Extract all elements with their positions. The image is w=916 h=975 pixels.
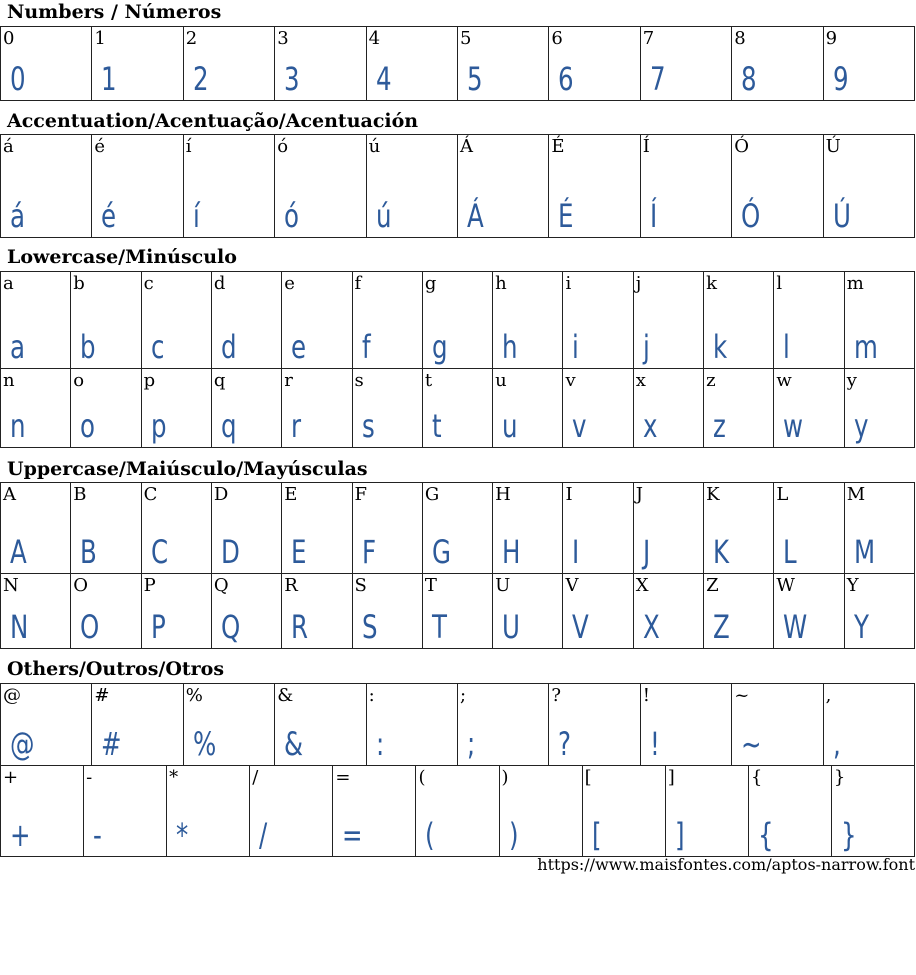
glyph-sample: c xyxy=(150,328,165,366)
glyph-cell xyxy=(1,766,84,857)
glyph-cell xyxy=(549,27,640,101)
glyph-sample: a xyxy=(10,328,25,366)
glyph-sample: W xyxy=(783,608,808,646)
glyph-cell xyxy=(367,27,458,101)
glyph-cell xyxy=(500,766,583,857)
glyph-cell xyxy=(1,135,92,238)
glyph-cell xyxy=(367,684,458,766)
glyph-label: t xyxy=(424,370,433,391)
glyph-cell xyxy=(142,369,212,448)
others-heading: Others/Outros/Otros xyxy=(7,658,225,680)
glyph-label: X xyxy=(635,575,649,596)
glyph-sample: X xyxy=(642,608,660,646)
glyph-cell xyxy=(634,272,704,369)
glyph-sample: 2 xyxy=(192,60,209,98)
glyph-sample: [ xyxy=(591,816,602,854)
glyph-label: D xyxy=(213,484,229,505)
glyph-sample: Ú xyxy=(832,197,851,235)
glyph-sample: n xyxy=(10,407,26,445)
glyph-sample: V xyxy=(572,608,590,646)
glyph-cell xyxy=(184,135,275,238)
glyph-sample: ; xyxy=(467,725,476,763)
glyph-cell xyxy=(353,272,423,369)
glyph-label: ] xyxy=(667,767,675,788)
glyph-label: l xyxy=(776,273,783,294)
glyph-sample: i xyxy=(572,328,580,366)
glyph-cell xyxy=(458,684,549,766)
glyph-sample: E xyxy=(291,533,307,571)
glyph-cell xyxy=(275,684,366,766)
glyph-label: ( xyxy=(418,767,426,788)
glyph-sample: U xyxy=(502,608,521,646)
glyph-sample: x xyxy=(642,407,658,445)
glyph-sample: o xyxy=(80,407,96,445)
glyph-label: ~ xyxy=(734,685,750,706)
glyph-sample: é xyxy=(101,197,117,235)
glyph-label: h xyxy=(495,273,507,294)
glyph-cell xyxy=(1,272,71,369)
glyph-label: j xyxy=(635,273,642,294)
glyph-cell xyxy=(212,574,282,649)
glyph-cell xyxy=(275,27,366,101)
glyph-sample: k xyxy=(713,328,728,366)
glyph-sample: I xyxy=(572,533,580,571)
glyph-label: = xyxy=(335,767,351,788)
glyph-cell xyxy=(1,684,92,766)
glyph-label: I xyxy=(565,484,573,505)
glyph-sample: ) xyxy=(508,816,519,854)
glyph-cell xyxy=(774,272,844,369)
glyph-sample: r xyxy=(291,407,302,445)
glyph-cell xyxy=(333,766,416,857)
glyph-sample: + xyxy=(10,816,31,854)
glyph-label: ; xyxy=(460,685,467,706)
glyph-label: W xyxy=(776,575,795,596)
glyph-sample: v xyxy=(572,407,587,445)
glyph-sample: m xyxy=(853,328,878,366)
glyph-sample: á xyxy=(10,197,25,235)
glyph-cell xyxy=(732,27,823,101)
glyph-label: v xyxy=(565,370,576,391)
glyph-cell xyxy=(641,684,732,766)
glyph-cell xyxy=(845,483,915,574)
glyph-sample: ! xyxy=(649,725,660,763)
glyph-cell xyxy=(142,272,212,369)
glyph-cell xyxy=(282,369,352,448)
glyph-label: i xyxy=(565,273,572,294)
glyph-sample: ? xyxy=(558,725,572,763)
glyph-cell xyxy=(824,27,915,101)
glyph-cell xyxy=(563,369,633,448)
glyph-label: % xyxy=(185,685,203,706)
glyph-label: H xyxy=(495,484,511,505)
glyph-cell xyxy=(416,766,499,857)
glyph-cell xyxy=(563,574,633,649)
glyph-sample: Ó xyxy=(741,197,761,235)
glyph-sample: 3 xyxy=(284,60,300,98)
glyph-label: Ó xyxy=(734,136,749,157)
glyph-cell xyxy=(1,483,71,574)
glyph-cell xyxy=(282,483,352,574)
glyph-sample: É xyxy=(558,197,574,235)
glyph-sample: H xyxy=(502,533,521,571)
glyph-label: n xyxy=(3,370,15,391)
glyph-label: 8 xyxy=(734,28,746,49)
glyph-label: N xyxy=(3,575,19,596)
glyph-cell xyxy=(732,135,823,238)
glyph-cell xyxy=(641,27,732,101)
glyph-label: F xyxy=(354,484,368,505)
glyph-cell xyxy=(92,27,183,101)
glyph-sample: 6 xyxy=(558,60,574,98)
glyph-cell xyxy=(704,483,774,574)
accents-heading: Accentuation/Acentuação/Acentuación xyxy=(7,110,419,132)
glyph-cell xyxy=(71,369,141,448)
glyph-cell xyxy=(493,272,563,369)
glyph-label: P xyxy=(143,575,156,596)
glyph-label: Ú xyxy=(825,136,841,157)
glyph-sample: Q xyxy=(220,608,241,646)
glyph-label: 4 xyxy=(368,28,381,49)
glyph-label: É xyxy=(551,136,565,157)
glyph-label: R xyxy=(284,575,298,596)
glyph-cell xyxy=(1,369,71,448)
glyph-sample: 8 xyxy=(741,60,757,98)
glyph-sample: N xyxy=(10,608,29,646)
lowercase-heading: Lowercase/Minúsculo xyxy=(7,246,237,268)
glyph-label: w xyxy=(776,370,792,391)
glyph-label: Á xyxy=(460,136,473,157)
glyph-label: k xyxy=(706,273,717,294)
glyph-sample: D xyxy=(220,533,240,571)
glyph-cell xyxy=(423,369,493,448)
glyph-sample: % xyxy=(192,725,217,763)
glyph-cell xyxy=(92,684,183,766)
glyph-sample: 7 xyxy=(649,60,666,98)
glyph-label: V xyxy=(565,575,579,596)
glyph-cell xyxy=(184,684,275,766)
glyph-sample: @ xyxy=(10,725,35,763)
glyph-label: G xyxy=(424,484,440,505)
lowercase-grid xyxy=(0,271,915,448)
glyph-cell xyxy=(704,574,774,649)
glyph-label: T xyxy=(424,575,437,596)
glyph-sample: F xyxy=(361,533,376,571)
glyph-sample: O xyxy=(80,608,100,646)
glyph-sample: í xyxy=(192,197,200,235)
glyph-sample: T xyxy=(431,608,447,646)
glyph-cell xyxy=(458,135,549,238)
glyph-cell xyxy=(353,574,423,649)
glyph-sample: & xyxy=(284,725,304,763)
glyph-label: [ xyxy=(584,767,592,788)
others-grid-1 xyxy=(0,683,915,766)
glyph-label: , xyxy=(825,685,832,706)
glyph-cell xyxy=(493,369,563,448)
glyph-sample: ó xyxy=(284,197,300,235)
uppercase-grid xyxy=(0,482,915,649)
glyph-cell xyxy=(563,483,633,574)
glyph-label: @ xyxy=(3,685,21,706)
glyph-label: b xyxy=(73,273,85,294)
glyph-label: Í xyxy=(642,136,650,157)
glyph-sample: z xyxy=(713,407,726,445)
glyph-cell xyxy=(458,27,549,101)
glyph-sample: ~ xyxy=(741,725,762,763)
glyph-sample: Í xyxy=(649,197,658,235)
glyph-sample: ( xyxy=(425,816,436,854)
glyph-label: 1 xyxy=(94,28,106,49)
glyph-label: * xyxy=(169,767,179,788)
glyph-cell xyxy=(71,272,141,369)
glyph-label: Q xyxy=(213,575,229,596)
numbers-grid xyxy=(0,26,915,101)
glyph-sample: : xyxy=(375,725,384,763)
glyph-cell xyxy=(282,574,352,649)
glyph-sample: f xyxy=(361,328,371,366)
glyph-label: a xyxy=(3,273,14,294)
glyph-sample: , xyxy=(832,725,841,763)
glyph-cell xyxy=(142,483,212,574)
glyph-sample: S xyxy=(361,608,378,646)
glyph-label: C xyxy=(143,484,158,505)
glyph-label: K xyxy=(706,484,720,505)
glyph-sample: 9 xyxy=(832,60,849,98)
glyph-label: : xyxy=(368,685,375,706)
glyph-sample: u xyxy=(502,407,518,445)
glyph-cell xyxy=(353,483,423,574)
glyph-sample: G xyxy=(431,533,451,571)
glyph-label: e xyxy=(284,273,295,294)
glyph-sample: P xyxy=(150,608,166,646)
glyph-label: 7 xyxy=(642,28,655,49)
glyph-sample: 4 xyxy=(375,60,392,98)
glyph-label: q xyxy=(213,370,226,391)
glyph-sample: 1 xyxy=(101,60,117,98)
glyph-sample: t xyxy=(431,407,442,445)
glyph-label: x xyxy=(635,370,646,391)
accents-grid xyxy=(0,134,915,238)
glyph-label: & xyxy=(277,685,294,706)
glyph-cell xyxy=(824,135,915,238)
glyph-cell xyxy=(167,766,250,857)
glyph-label: ú xyxy=(368,136,381,157)
glyph-cell xyxy=(71,483,141,574)
glyph-sample: K xyxy=(713,533,730,571)
glyph-sample: 5 xyxy=(467,60,483,98)
glyph-label: J xyxy=(635,484,643,505)
glyph-label: 2 xyxy=(185,28,198,49)
glyph-cell xyxy=(583,766,666,857)
glyph-label: p xyxy=(143,370,156,391)
glyph-label: o xyxy=(73,370,85,391)
glyph-label: y xyxy=(846,370,857,391)
glyph-label: Y xyxy=(846,575,859,596)
glyph-cell xyxy=(666,766,749,857)
glyph-label: B xyxy=(73,484,87,505)
glyph-sample: Y xyxy=(853,608,869,646)
glyph-sample: - xyxy=(93,816,102,854)
glyph-label: # xyxy=(94,685,110,706)
glyph-sample: b xyxy=(80,328,96,366)
glyph-cell xyxy=(1,574,71,649)
glyph-cell xyxy=(250,766,333,857)
glyph-sample: ú xyxy=(375,197,392,235)
glyph-sample: Á xyxy=(467,197,484,235)
glyph-cell xyxy=(212,369,282,448)
glyph-cell xyxy=(634,369,704,448)
glyph-sample: e xyxy=(291,328,307,366)
glyph-label: U xyxy=(495,575,511,596)
glyph-cell xyxy=(423,272,493,369)
glyph-label: f xyxy=(354,273,362,294)
glyph-cell xyxy=(84,766,167,857)
glyph-sample: y xyxy=(853,407,869,445)
glyph-cell xyxy=(367,135,458,238)
others-grid-2 xyxy=(0,765,915,857)
glyph-cell xyxy=(641,135,732,238)
glyph-label: u xyxy=(495,370,507,391)
glyph-sample: / xyxy=(259,816,268,854)
glyph-label: ? xyxy=(551,685,562,706)
glyph-cell xyxy=(282,272,352,369)
glyph-cell xyxy=(634,574,704,649)
glyph-sample: 0 xyxy=(10,60,26,98)
glyph-sample: } xyxy=(840,816,857,854)
glyph-sample: J xyxy=(642,533,650,571)
glyph-cell xyxy=(142,574,212,649)
glyph-label: A xyxy=(3,484,16,505)
glyph-label: 9 xyxy=(825,28,838,49)
glyph-cell xyxy=(824,684,915,766)
glyph-cell xyxy=(549,684,640,766)
glyph-cell xyxy=(845,574,915,649)
glyph-label: / xyxy=(252,767,259,788)
glyph-label: } xyxy=(833,767,846,788)
glyph-cell xyxy=(71,574,141,649)
glyph-cell xyxy=(634,483,704,574)
glyph-cell xyxy=(493,483,563,574)
glyph-sample: # xyxy=(101,725,122,763)
glyph-cell xyxy=(212,483,282,574)
glyph-label: é xyxy=(94,136,106,157)
glyph-sample: R xyxy=(291,608,309,646)
glyph-sample: { xyxy=(757,816,774,854)
glyph-sample: g xyxy=(431,328,448,366)
glyph-cell xyxy=(92,135,183,238)
glyph-cell xyxy=(353,369,423,448)
glyph-sample: M xyxy=(853,533,875,571)
glyph-label: á xyxy=(3,136,14,157)
glyph-cell xyxy=(1,27,92,101)
glyph-sample: p xyxy=(150,407,167,445)
glyph-cell xyxy=(732,684,823,766)
uppercase-heading: Uppercase/Maiúsculo/Mayúsculas xyxy=(7,458,368,480)
glyph-cell xyxy=(423,574,493,649)
glyph-sample: C xyxy=(150,533,168,571)
glyph-label: S xyxy=(354,575,367,596)
glyph-sample: j xyxy=(642,328,650,366)
glyph-sample: L xyxy=(783,533,798,571)
glyph-label: ) xyxy=(501,767,509,788)
glyph-sample: w xyxy=(783,407,804,445)
glyph-label: + xyxy=(3,767,19,788)
glyph-cell xyxy=(832,766,915,857)
source-url[interactable]: https://www.maisfontes.com/aptos-narrow.font xyxy=(537,855,915,874)
glyph-cell xyxy=(275,135,366,238)
glyph-label: g xyxy=(424,273,437,294)
glyph-sample: ] xyxy=(674,816,685,854)
glyph-cell xyxy=(184,27,275,101)
glyph-cell xyxy=(774,483,844,574)
glyph-sample: l xyxy=(783,328,791,366)
glyph-sample: Z xyxy=(713,608,730,646)
glyph-sample: h xyxy=(502,328,518,366)
glyph-cell xyxy=(423,483,493,574)
glyph-cell xyxy=(563,272,633,369)
glyph-sample: A xyxy=(10,533,27,571)
glyph-cell xyxy=(549,135,640,238)
glyph-label: 6 xyxy=(551,28,563,49)
glyph-label: 0 xyxy=(3,28,15,49)
glyph-cell xyxy=(704,369,774,448)
glyph-label: O xyxy=(73,575,89,596)
glyph-label: z xyxy=(706,370,716,391)
glyph-label: Z xyxy=(706,575,719,596)
glyph-label: 5 xyxy=(460,28,472,49)
glyph-label: m xyxy=(846,273,864,294)
glyph-label: { xyxy=(750,767,763,788)
numbers-heading: Numbers / Números xyxy=(7,1,222,23)
glyph-sample: s xyxy=(361,407,375,445)
glyph-cell xyxy=(774,574,844,649)
glyph-label: ó xyxy=(277,136,289,157)
glyph-sample: * xyxy=(176,816,189,854)
glyph-label: E xyxy=(284,484,298,505)
glyph-sample: q xyxy=(220,407,237,445)
glyph-cell xyxy=(212,272,282,369)
glyph-sample: = xyxy=(342,816,363,854)
glyph-cell xyxy=(749,766,832,857)
glyph-label: í xyxy=(185,136,192,157)
glyph-label: s xyxy=(354,370,364,391)
glyph-label: M xyxy=(846,484,866,505)
glyph-cell xyxy=(845,369,915,448)
glyph-cell xyxy=(774,369,844,448)
glyph-sample: B xyxy=(80,533,98,571)
glyph-cell xyxy=(845,272,915,369)
glyph-sample: d xyxy=(220,328,237,366)
glyph-label: - xyxy=(86,767,93,788)
glyph-label: r xyxy=(284,370,293,391)
glyph-cell xyxy=(704,272,774,369)
glyph-cell xyxy=(493,574,563,649)
glyph-label: ! xyxy=(642,685,651,706)
glyph-label: 3 xyxy=(277,28,289,49)
glyph-label: c xyxy=(143,273,154,294)
glyph-label: d xyxy=(213,273,226,294)
glyph-label: L xyxy=(776,484,789,505)
